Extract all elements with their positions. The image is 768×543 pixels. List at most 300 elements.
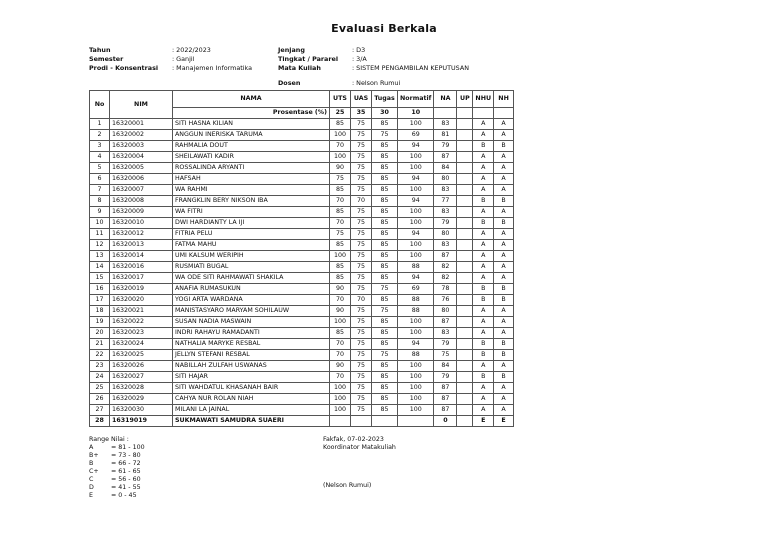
cell-tugas: 85 [372,394,398,405]
cell-up [457,185,473,196]
cell-up [457,284,473,295]
cell-tugas: 85 [372,218,398,229]
cell-na: 82 [434,273,457,284]
cell-normatif: 100 [398,152,434,163]
prosentase-label: Prosentase (%) [173,108,330,119]
table-row [90,350,514,361]
table-row [90,196,514,207]
cell-nh: A [494,251,514,262]
cell-nh: A [494,328,514,339]
cell-na: 83 [434,328,457,339]
cell-uas: 75 [351,372,372,383]
cell-nim: 16320016 [110,262,173,273]
range-title: Range Nilai : [89,436,129,443]
cell-no: 20 [90,328,110,339]
cell-uts: 100 [330,251,351,262]
col-header-nhu: NHU [473,91,494,108]
range-item [89,452,145,460]
range-nilai [89,436,145,500]
cell-up [457,405,473,416]
cell-nh: B [494,196,514,207]
cell-uts: 70 [330,218,351,229]
jenjang-label: Jenjang [278,46,305,54]
cell-no: 1 [90,119,110,130]
cell-nhu: A [473,152,494,163]
cell-uas: 75 [351,350,372,361]
cell-nh: A [494,306,514,317]
cell-nhu: A [473,163,494,174]
signature-role: Koordinator Matakuliah [323,444,396,451]
cell-nhu: B [473,196,494,207]
range-value: = 73 - 80 [111,452,141,459]
cell-up [457,350,473,361]
cell-normatif: 100 [398,317,434,328]
cell-up [457,119,473,130]
cell-nhu: A [473,119,494,130]
range-grade: A [89,444,94,451]
cell-na: 84 [434,361,457,372]
cell-na: 0 [434,416,457,427]
prosentase-uts: 25 [330,108,351,119]
table-row [90,119,514,130]
cell-na: 83 [434,119,457,130]
cell-na: 83 [434,240,457,251]
cell-uts: 100 [330,405,351,416]
cell-normatif: 94 [398,273,434,284]
range-item [89,476,145,484]
table-row [90,174,514,185]
cell-nama: FRANGKLIN BERY NIKSON IBA [173,196,330,207]
cell-nama: WA FITRI [173,207,330,218]
table-row [90,152,514,163]
cell-tugas [372,416,398,427]
cell-uas: 75 [351,306,372,317]
cell-uas: 75 [351,394,372,405]
cell-uas: 75 [351,339,372,350]
cell-uts: 90 [330,163,351,174]
cell-no: 24 [90,372,110,383]
meta-left [89,46,158,73]
cell-no: 28 [90,416,110,427]
cell-uas: 75 [351,229,372,240]
cell-no: 11 [90,229,110,240]
cell-no: 19 [90,317,110,328]
range-value: = 56 - 60 [111,476,141,483]
cell-tugas: 85 [372,405,398,416]
table-row [90,207,514,218]
cell-na: 75 [434,350,457,361]
cell-up [457,196,473,207]
cell-uas: 75 [351,328,372,339]
cell-up [457,328,473,339]
cell-nim: 16320029 [110,394,173,405]
cell-tugas: 85 [372,339,398,350]
cell-nama: WA ODE SITI RAHMAWATI SHAKILA [173,273,330,284]
cell-nhu: B [473,295,494,306]
cell-na: 78 [434,284,457,295]
cell-uas: 75 [351,284,372,295]
cell-uas: 75 [351,207,372,218]
cell-nhu: A [473,273,494,284]
cell-nh: A [494,361,514,372]
range-grade: B [89,460,94,467]
cell-tugas: 85 [372,295,398,306]
cell-normatif: 100 [398,185,434,196]
cell-uas: 75 [351,361,372,372]
cell-tugas: 85 [372,262,398,273]
cell-uas: 75 [351,262,372,273]
cell-no: 18 [90,306,110,317]
table-row [90,372,514,383]
cell-uts [330,416,351,427]
cell-uas: 75 [351,174,372,185]
tahun-label: Tahun [89,46,111,54]
cell-nama: SITI HASNA KILIAN [173,119,330,130]
cell-tugas: 85 [372,229,398,240]
cell-nama: UMI KALSUM WERIPIH [173,251,330,262]
cell-nhu: A [473,328,494,339]
cell-up [457,361,473,372]
cell-nh: A [494,174,514,185]
tahun-value: : 2022/2023 [172,46,211,54]
cell-normatif [398,416,434,427]
range-item [89,444,145,452]
table-row [90,361,514,372]
cell-tugas: 85 [372,383,398,394]
cell-nh: A [494,130,514,141]
cell-nama: SUSAN NADIA MASWAIN [173,317,330,328]
col-header-nh: NH [494,91,514,108]
cell-nim: 16320020 [110,295,173,306]
cell-nh: A [494,273,514,284]
tingkat-value: : 3/A [352,55,367,63]
cell-no: 25 [90,383,110,394]
col-header-normatif: Normatif [398,91,434,108]
table-row [90,284,514,295]
cell-uas: 70 [351,295,372,306]
cell-uts: 85 [330,185,351,196]
prosentase-nhu [473,108,494,119]
cell-no: 12 [90,240,110,251]
cell-nama: FITRIA PELU [173,229,330,240]
cell-nim: 16320017 [110,273,173,284]
cell-nh: A [494,229,514,240]
cell-na: 80 [434,174,457,185]
cell-uts: 100 [330,383,351,394]
cell-nim: 16320014 [110,251,173,262]
col-header-tugas: Tugas [372,91,398,108]
cell-nim: 16320027 [110,372,173,383]
cell-na: 81 [434,130,457,141]
cell-normatif: 88 [398,306,434,317]
cell-nhu: A [473,207,494,218]
cell-nama: MANISTASYARO MARYAM SOHILAUW [173,306,330,317]
cell-normatif: 100 [398,251,434,262]
cell-nh: B [494,339,514,350]
cell-nim: 16320007 [110,185,173,196]
meta-left-values [172,46,252,73]
cell-nim: 16320023 [110,328,173,339]
cell-nama: MILANI LA JAINAL [173,405,330,416]
cell-no: 5 [90,163,110,174]
prodi-label: Prodi - Konsentrasi [89,64,159,72]
cell-normatif: 100 [398,405,434,416]
cell-uts: 100 [330,394,351,405]
cell-uts: 85 [330,273,351,284]
cell-nim: 16320008 [110,196,173,207]
table-row [90,306,514,317]
prosentase-uas: 35 [351,108,372,119]
range-item [89,492,145,500]
range-grade: B+ [89,452,99,459]
prosentase-tugas: 30 [372,108,398,119]
cell-nh: B [494,350,514,361]
cell-no: 14 [90,262,110,273]
cell-up [457,218,473,229]
cell-no: 22 [90,350,110,361]
cell-na: 87 [434,251,457,262]
cell-na: 87 [434,394,457,405]
col-header-no: No [90,91,110,119]
cell-normatif: 100 [398,372,434,383]
cell-nama: RAHMALIA DOUT [173,141,330,152]
cell-tugas: 85 [372,273,398,284]
range-grade: D [89,484,94,491]
cell-na: 80 [434,229,457,240]
cell-nh: B [494,218,514,229]
cell-nama: HAFSAH [173,174,330,185]
cell-nama: SITI WAHDATUL KHASANAH BAIR [173,383,330,394]
semester-label: Semester [89,55,124,63]
cell-no: 26 [90,394,110,405]
cell-na: 87 [434,152,457,163]
cell-nh: A [494,207,514,218]
cell-uts: 70 [330,295,351,306]
cell-up [457,240,473,251]
cell-nim: 16320010 [110,218,173,229]
cell-nhu: B [473,141,494,152]
table-row [90,383,514,394]
col-header-na: NA [434,91,457,108]
cell-normatif: 69 [398,130,434,141]
cell-normatif: 94 [398,339,434,350]
cell-na: 87 [434,317,457,328]
cell-na: 87 [434,383,457,394]
cell-normatif: 100 [398,383,434,394]
cell-nama: FATMA MAHU [173,240,330,251]
prosentase-up [457,108,473,119]
cell-uas: 75 [351,240,372,251]
cell-nama: ANGGUN INERISKA TARUMA [173,130,330,141]
cell-no: 10 [90,218,110,229]
cell-na: 80 [434,306,457,317]
cell-nhu: A [473,262,494,273]
cell-nama: ANAFIA RUMASUKUN [173,284,330,295]
cell-nama: INDRI RAHAYU RAMADANTI [173,328,330,339]
table-row [90,262,514,273]
cell-na: 82 [434,262,457,273]
cell-na: 83 [434,207,457,218]
cell-normatif: 100 [398,119,434,130]
cell-uts: 70 [330,141,351,152]
cell-tugas: 75 [372,350,398,361]
cell-up [457,152,473,163]
cell-nh: A [494,405,514,416]
cell-up [457,273,473,284]
cell-nhu: E [473,416,494,427]
cell-normatif: 69 [398,284,434,295]
cell-normatif: 100 [398,361,434,372]
cell-nama: SUKMAWATI SAMUDRA SUAERI [173,416,330,427]
cell-nim: 16320006 [110,174,173,185]
cell-nim: 16319019 [110,416,173,427]
cell-uas: 75 [351,218,372,229]
cell-tugas: 85 [372,207,398,218]
cell-uas: 75 [351,405,372,416]
meta-right [278,46,338,88]
cell-up [457,229,473,240]
cell-uts: 85 [330,240,351,251]
cell-uas: 75 [351,251,372,262]
cell-uts: 70 [330,339,351,350]
cell-na: 83 [434,185,457,196]
cell-uts: 85 [330,119,351,130]
table-row [90,416,514,427]
cell-up [457,141,473,152]
cell-nh: A [494,262,514,273]
cell-uts: 100 [330,152,351,163]
cell-na: 76 [434,295,457,306]
cell-tugas: 85 [372,141,398,152]
range-value: = 0 - 45 [111,492,137,499]
cell-nim: 16320026 [110,361,173,372]
cell-up [457,251,473,262]
cell-uts: 85 [330,207,351,218]
table-row [90,218,514,229]
cell-tugas: 85 [372,174,398,185]
cell-no: 3 [90,141,110,152]
cell-up [457,163,473,174]
cell-normatif: 100 [398,218,434,229]
cell-nhu: B [473,218,494,229]
cell-nhu: A [473,229,494,240]
cell-nhu: B [473,339,494,350]
cell-up [457,383,473,394]
cell-nh: B [494,295,514,306]
cell-nhu: B [473,284,494,295]
table-row [90,163,514,174]
cell-tugas: 85 [372,119,398,130]
cell-tugas: 85 [372,163,398,174]
signature-name: (Nelson Rumui) [323,482,372,489]
cell-uas: 70 [351,196,372,207]
cell-nim: 16320009 [110,207,173,218]
cell-na: 79 [434,339,457,350]
table-row [90,394,514,405]
table-row [90,130,514,141]
prosentase-na [434,108,457,119]
col-header-nim: NIM [110,91,173,119]
cell-normatif: 94 [398,229,434,240]
cell-normatif: 100 [398,240,434,251]
cell-na: 77 [434,196,457,207]
cell-nim: 16320025 [110,350,173,361]
cell-nhu: A [473,251,494,262]
cell-up [457,416,473,427]
cell-nama: NABILLAH ZULFAH USWANAS [173,361,330,372]
header-row [90,91,514,108]
range-grade: C+ [89,468,99,475]
range-value: = 81 - 100 [111,444,145,451]
cell-up [457,262,473,273]
cell-uas: 75 [351,152,372,163]
cell-nh: A [494,394,514,405]
cell-nh: A [494,119,514,130]
table-row [90,251,514,262]
col-header-uts: UTS [330,91,351,108]
cell-uas: 75 [351,185,372,196]
cell-uts: 75 [330,229,351,240]
cell-uts: 90 [330,361,351,372]
cell-no: 13 [90,251,110,262]
cell-nama: NATHALIA MARYKE RESBAL [173,339,330,350]
cell-no: 15 [90,273,110,284]
table-row [90,339,514,350]
cell-uts: 90 [330,284,351,295]
col-header-nama: NAMA [173,91,330,108]
col-header-up: UP [457,91,473,108]
cell-nim: 16320024 [110,339,173,350]
cell-normatif: 94 [398,141,434,152]
cell-uts: 100 [330,130,351,141]
range-grade: C [89,476,94,483]
cell-up [457,306,473,317]
cell-nhu: B [473,372,494,383]
cell-nama: RUSMIATI BUGAL [173,262,330,273]
range-item [89,460,145,468]
matkul-value: : SISTEM PENGAMBILAN KEPUTUSAN [352,64,470,72]
meta-right-values [352,46,469,88]
cell-na: 79 [434,372,457,383]
cell-up [457,317,473,328]
cell-uts: 90 [330,306,351,317]
cell-nh: A [494,152,514,163]
cell-nim: 16320030 [110,405,173,416]
cell-nh: B [494,372,514,383]
cell-nhu: A [473,394,494,405]
cell-no: 23 [90,361,110,372]
cell-nama: ROSSALINDA ARYANTI [173,163,330,174]
cell-uas [351,416,372,427]
cell-tugas: 75 [372,130,398,141]
cell-normatif: 88 [398,262,434,273]
dosen-value: : Nelson Rumui [352,79,401,87]
cell-no: 7 [90,185,110,196]
table-row [90,328,514,339]
table-row [90,141,514,152]
cell-no: 27 [90,405,110,416]
cell-nim: 16320013 [110,240,173,251]
cell-uts: 85 [330,328,351,339]
cell-uts: 70 [330,372,351,383]
cell-nama: WA RAHMI [173,185,330,196]
cell-nim: 16320028 [110,383,173,394]
cell-tugas: 85 [372,317,398,328]
cell-nama: JELLYN STEFANI RESBAL [173,350,330,361]
cell-nim: 16320019 [110,284,173,295]
cell-uts: 70 [330,196,351,207]
cell-no: 21 [90,339,110,350]
